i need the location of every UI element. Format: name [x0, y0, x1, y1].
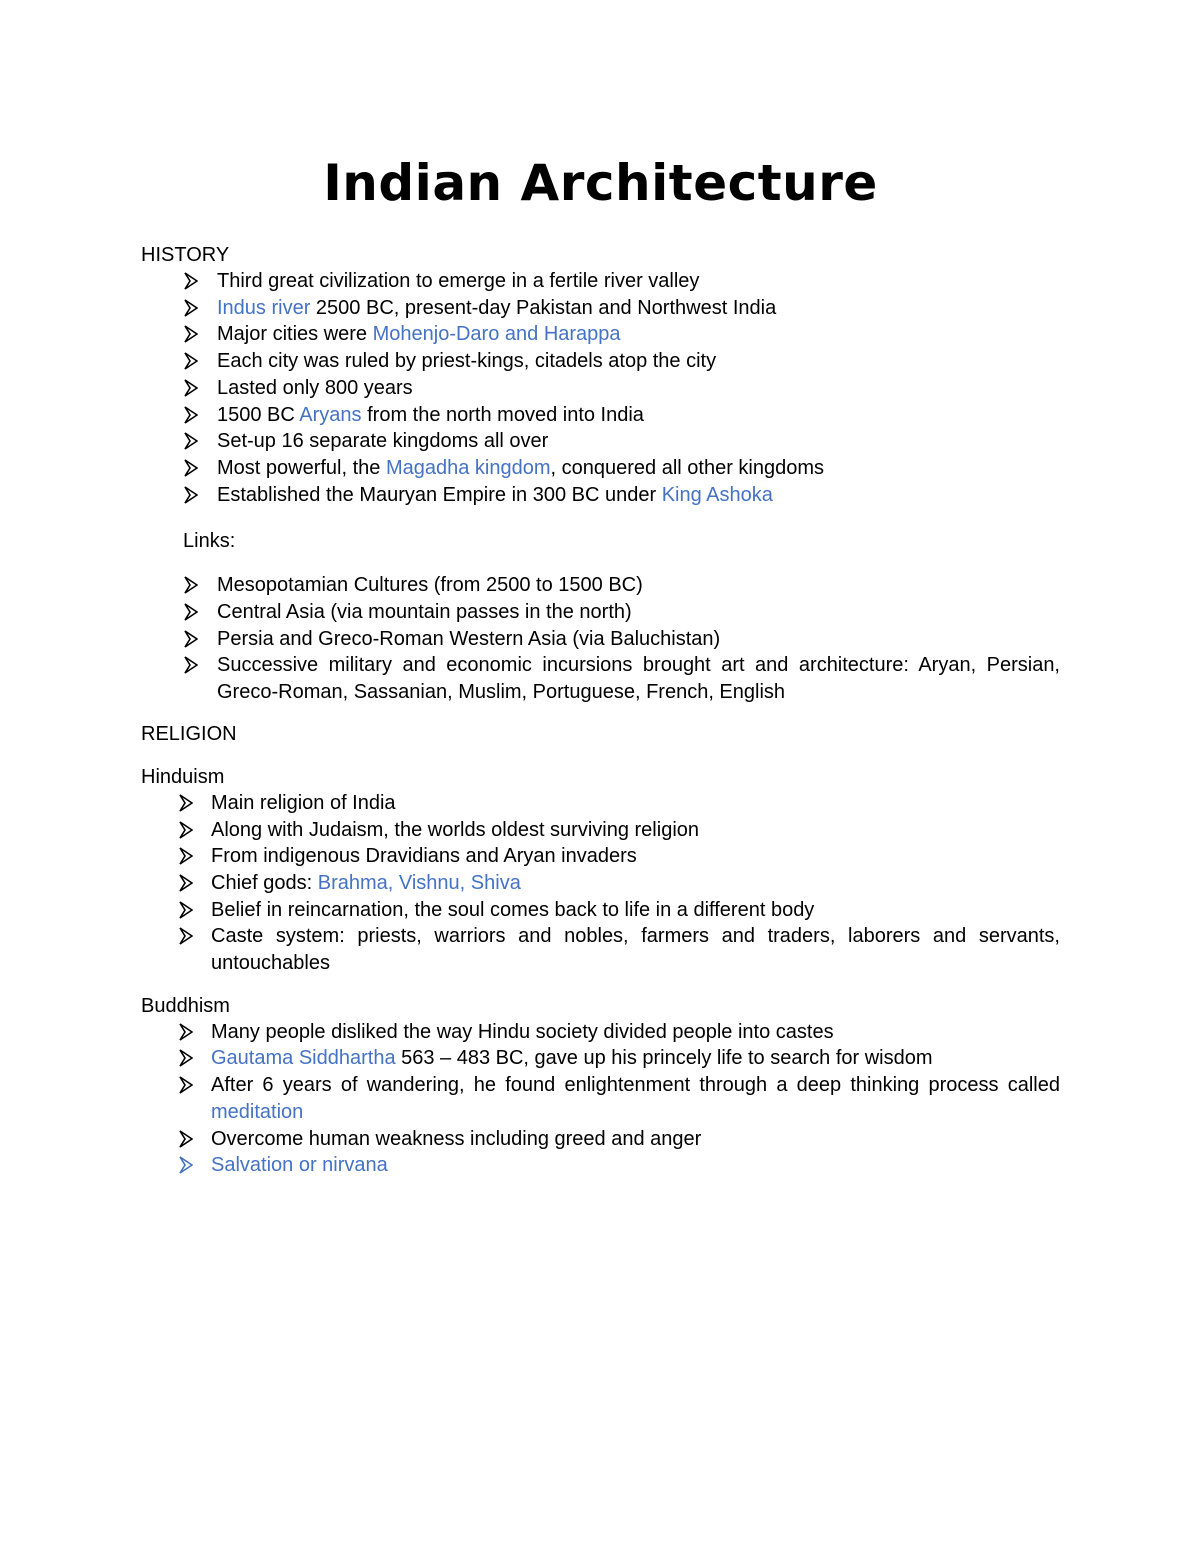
list-item [141, 268, 1060, 295]
list-item [141, 572, 1060, 599]
arrow-bullet-icon [184, 352, 198, 370]
arrow-bullet-icon [184, 432, 198, 450]
document-page [141, 150, 1060, 1179]
subheading-buddhism: Buddhism [141, 994, 230, 1017]
item-text: Overcome human weakness including greed and anger [211, 1127, 702, 1150]
list-item [141, 348, 1060, 375]
arrow-bullet-icon [184, 406, 198, 424]
arrow-bullet-icon [179, 847, 193, 865]
list-item [141, 790, 1060, 817]
arrow-bullet-icon [184, 630, 198, 648]
item-text: Major cities were [217, 323, 373, 346]
arrow-bullet-icon [184, 656, 198, 674]
list-item [141, 652, 1060, 705]
hinduism-list [141, 790, 1060, 977]
links-label: Links: [183, 530, 236, 553]
item-text: Each city was ruled by priest-kings, citadels atop the city [217, 350, 717, 373]
item-text: from the north moved into India [361, 403, 644, 426]
arrow-bullet-icon [184, 379, 198, 397]
arrow-bullet-icon [184, 325, 198, 343]
list-item [141, 428, 1060, 455]
list-item [141, 1126, 1060, 1153]
list-item [141, 1045, 1060, 1072]
list-item [141, 482, 1060, 509]
arrow-bullet-icon [184, 459, 198, 477]
arrow-bullet-icon [179, 901, 193, 919]
highlighted-term: Brahma, Vishnu, Shiva [317, 871, 521, 894]
list-item [141, 897, 1060, 924]
item-text: , conquered all other kingdoms [550, 456, 825, 479]
item-text: Mesopotamian Cultures (from 2500 to 1500 BC) [217, 574, 643, 597]
highlighted-term: Salvation or nirvana [211, 1154, 388, 1177]
arrow-bullet-icon [179, 874, 193, 892]
arrow-bullet-icon [179, 1076, 193, 1094]
highlighted-term: Mohenjo-Daro and Harappa [372, 323, 621, 346]
arrow-bullet-icon [184, 486, 198, 504]
item-text: Set-up 16 separate kingdoms all over [217, 430, 549, 453]
page-title: Indian Architecture [323, 154, 878, 212]
item-text: Main religion of India [211, 791, 396, 814]
item-text: Lasted only 800 years [217, 376, 413, 399]
arrow-bullet-icon [179, 1049, 193, 1067]
highlighted-term: Magadha kingdom [385, 456, 551, 479]
item-text: 563 – 483 BC, gave up his princely life to search for wisdom [395, 1047, 933, 1070]
item-text: After 6 years of wandering, he found enlightenment through a deep thinking process called [211, 1074, 1060, 1097]
item-text: Established the Mauryan Empire in 300 BC under [217, 483, 662, 506]
arrow-bullet-icon [179, 927, 193, 945]
list-item [141, 626, 1060, 653]
list-item [141, 402, 1060, 429]
arrow-bullet-icon [184, 576, 198, 594]
item-text: 1500 BC [217, 403, 300, 426]
list-item [141, 295, 1060, 322]
history-list [141, 268, 1060, 508]
list-item [141, 455, 1060, 482]
highlighted-term: meditation [211, 1100, 304, 1123]
item-text: Along with Judaism, the worlds oldest surviving religion [211, 818, 700, 841]
arrow-bullet-icon [179, 794, 193, 812]
list-item [141, 923, 1060, 976]
arrow-bullet-icon [179, 1023, 193, 1041]
item-text: 2500 BC, present-day Pakistan and Northwest India [310, 296, 777, 319]
item-text: Most powerful, the [217, 456, 386, 479]
arrow-bullet-icon [179, 1156, 193, 1174]
list-item [141, 843, 1060, 870]
arrow-bullet-icon [179, 821, 193, 839]
list-item [141, 817, 1060, 844]
list-item [141, 321, 1060, 348]
highlighted-term: Gautama Siddhartha [211, 1047, 396, 1070]
item-text: Persia and Greco-Roman Western Asia (via Baluchistan) [217, 627, 721, 650]
item-text: Successive military and economic incursions brought art and architecture: Aryan, Persian, Greco-Roman, Sassanian, Muslim, Portuguese, French, English [217, 654, 1060, 704]
arrow-bullet-icon [179, 1130, 193, 1148]
list-item [141, 1152, 1060, 1179]
section-heading-history: HISTORY [141, 244, 230, 266]
item-text: Many people disliked the way Hindu society divided people into castes [211, 1020, 834, 1043]
highlighted-term: Aryans [299, 403, 362, 426]
arrow-bullet-icon [184, 603, 198, 621]
subheading-hinduism: Hinduism [141, 765, 225, 788]
highlighted-term: Indus river [217, 296, 311, 319]
item-text: Central Asia (via mountain passes in the north) [217, 601, 632, 624]
item-text: Belief in reincarnation, the soul comes back to life in a different body [211, 898, 815, 921]
item-text: Chief gods: [211, 871, 318, 894]
item-text: Third great civilization to emerge in a fertile river valley [217, 270, 700, 292]
section-heading-religion: RELIGION [141, 722, 237, 745]
item-text: From indigenous Dravidians and Aryan invaders [211, 845, 637, 868]
list-item [141, 1019, 1060, 1046]
arrow-bullet-icon [184, 272, 198, 290]
list-item [141, 1072, 1060, 1125]
arrow-bullet-icon [184, 299, 198, 317]
list-item [141, 375, 1060, 402]
highlighted-term: King Ashoka [661, 483, 773, 506]
links-list [141, 572, 1060, 706]
buddhism-list [141, 1019, 1060, 1179]
list-item [141, 599, 1060, 626]
item-text: Caste system: priests, warriors and nobles, farmers and traders, laborers and servants, untouchables [211, 925, 1060, 975]
list-item [141, 870, 1060, 897]
